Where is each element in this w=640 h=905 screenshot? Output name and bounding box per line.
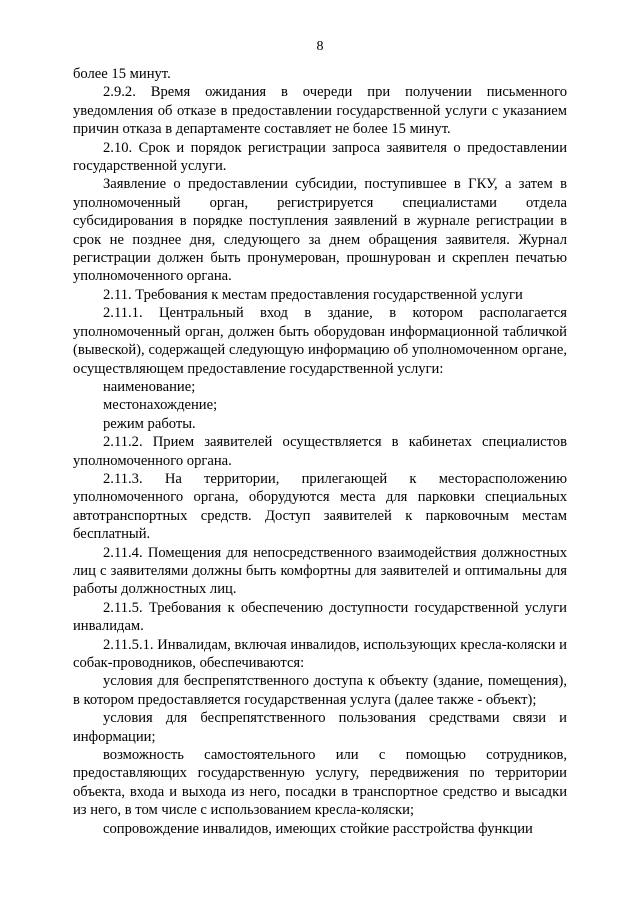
paragraph: 2.11.2. Прием заявителей осуществляется в кабинетах специалистов уполномоченного органа.: [73, 434, 567, 469]
paragraph: 2.11.3. На территории, прилегающей к месторасположению уполномоченного органа, оборудуются места для парковки специальных автотранспортных средств. Доступ заявителей к парковочным местам бесплатный.: [73, 470, 567, 543]
document-body: [73, 65, 567, 838]
list-item: возможность самостоятельного или с помощью сотрудников, предоставляющих государственную услугу, передвижения по территории объекта, входа и выхода из него, посадки в транспортное средство и высадки из него, в том числе с использованием кресла-коляски;: [73, 747, 567, 819]
list-item: условия для беспрепятственного пользования средствами связи и информации;: [73, 710, 567, 745]
list-item: наименование;: [103, 378, 196, 395]
paragraph: более 15 минут.: [73, 66, 171, 82]
paragraph: 2.11.1. Центральный вход в здание, в котором располагается уполномоченный орган, должен быть оборудован информационной табличкой (вывеской), содержащей следующую информацию об уполномоченном органе, осуществляющем предоставление государственной услуги:: [73, 305, 567, 377]
paragraph: 2.11.5.1. Инвалидам, включая инвалидов, использующих кресла-коляски и собак-проводников, обеспечиваются:: [73, 636, 567, 671]
page-number: 8: [316, 39, 324, 54]
paragraph: Заявление о предоставлении субсидии, поступившее в ГКУ, а затем в уполномоченный орган, регистрируется специалистами отдела субсидирования в порядке поступления заявлений в журнале регистрации в срок не позднее дня, следующего за днем обращения заявителя. Журнал регистрации должен быть пронумерован, прошнурован и скреплен печатью уполномоченного органа.: [73, 176, 567, 285]
list-item: местонахождение;: [103, 397, 218, 414]
list-item: сопровождение инвалидов, имеющих стойкие расстройства функции: [103, 820, 533, 837]
section-heading: 2.10. Срок и порядок регистрации запроса заявителя о предоставлении государственной услуги.: [73, 139, 567, 175]
paragraph: 2.11.5. Требования к обеспечению доступности государственной услуги инвалидам.: [73, 599, 567, 635]
section-heading: 2.11. Требования к местам предоставления государственной услуги: [103, 286, 523, 303]
paragraph: 2.9.2. Время ожидания в очереди при получении письменного уведомления об отказе в предоставлении государственной услуги с указанием причин отказа в департаменте составляет не более 15 минут.: [73, 84, 567, 138]
list-item: условия для беспрепятственного доступа к объекту (здание, помещения), в котором предоставляется государственная услуга (далее также - объект);: [73, 673, 567, 708]
paragraph: 2.11.4. Помещения для непосредственного взаимодействия должностных лиц с заявителями должны быть комфортны для заявителей и оптимальны для работы должностных лиц.: [73, 544, 567, 598]
list-item: режим работы.: [103, 415, 196, 432]
